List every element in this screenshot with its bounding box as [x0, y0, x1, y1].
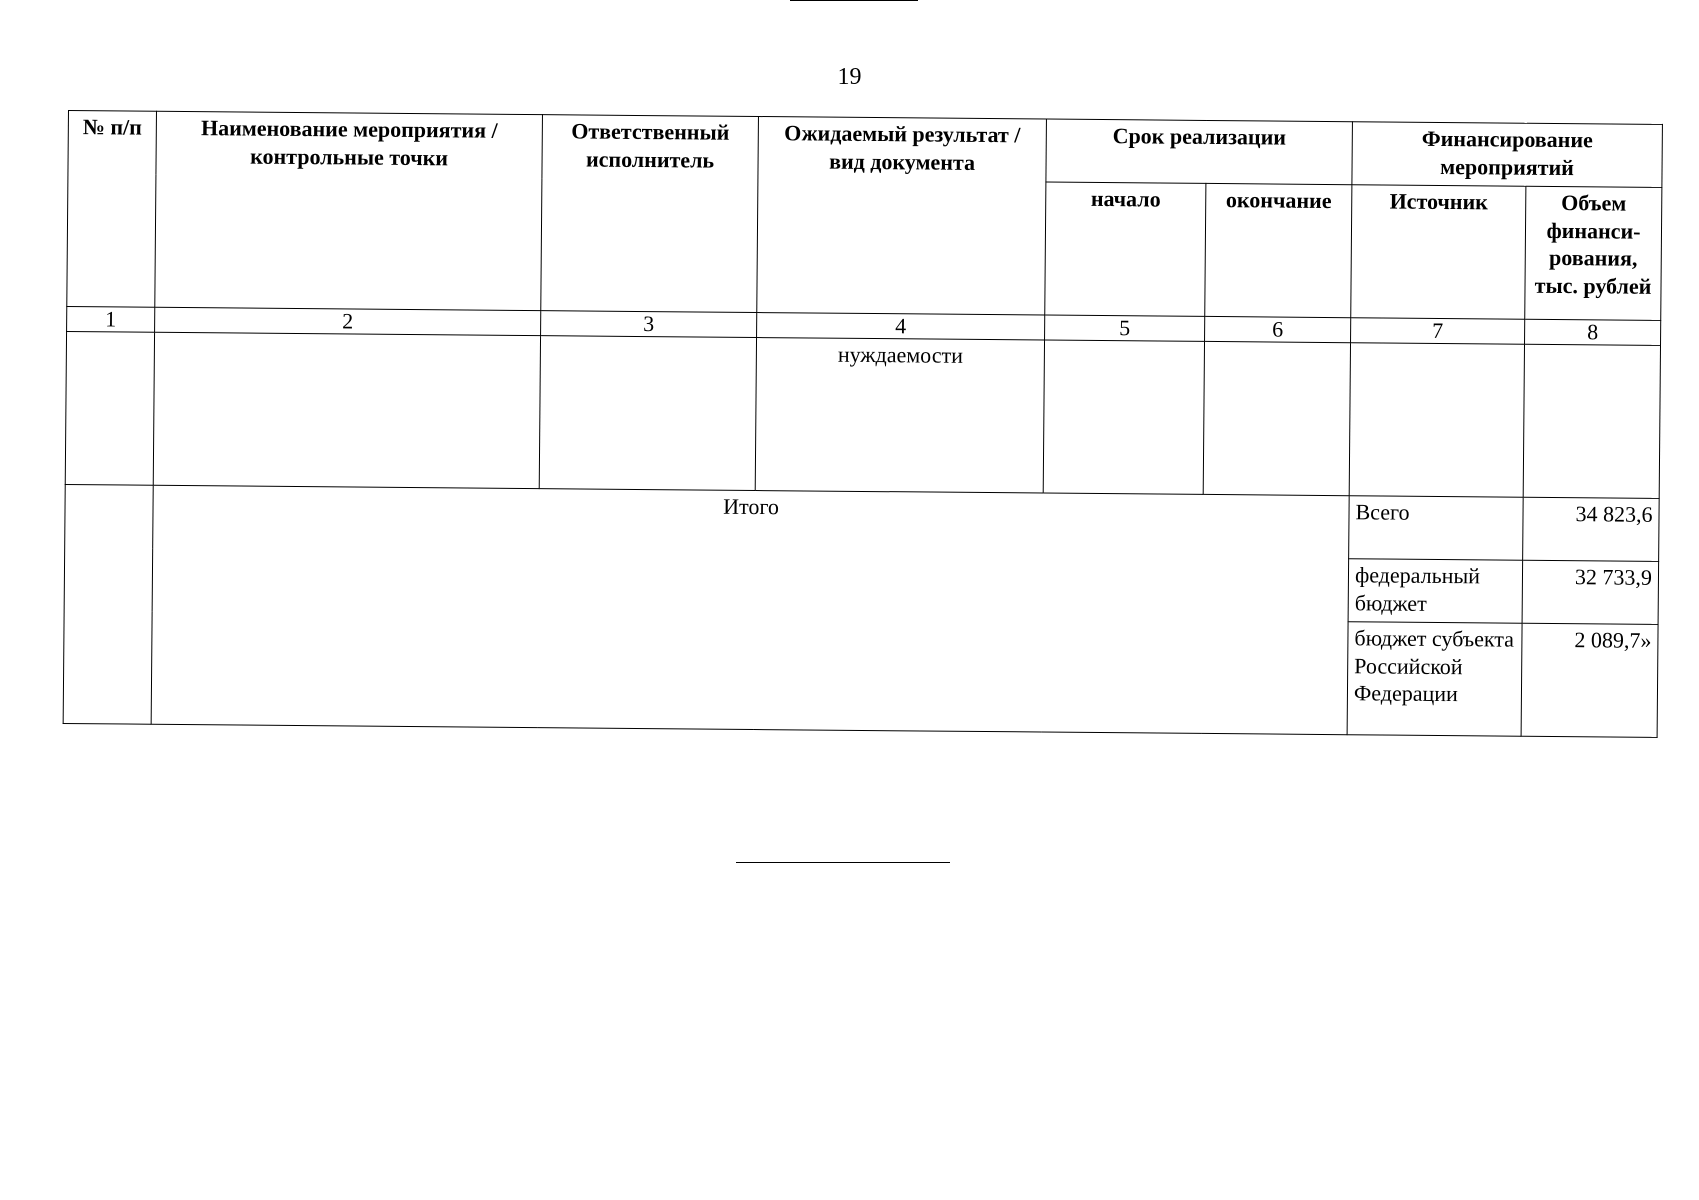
financing-amount: 34 823,6	[1523, 497, 1660, 561]
continuation-text: нуждаемости	[755, 338, 1044, 494]
column-number: 2	[155, 307, 541, 335]
cell-empty	[1523, 344, 1660, 498]
top-rule	[790, 0, 918, 1]
financing-amount: 32 733,9	[1522, 560, 1659, 624]
header-period-start: начало	[1045, 182, 1206, 316]
total-label: Итого	[151, 485, 1349, 734]
header-result: Ожидаемый результат / вид документа	[757, 117, 1047, 316]
column-number: 4	[757, 313, 1045, 341]
cell-empty	[1203, 341, 1350, 495]
financing-source: федеральный бюджет	[1348, 559, 1523, 624]
header-name: Наименование мероприятия / контрольные точки	[155, 111, 543, 310]
cell-empty	[65, 331, 154, 485]
column-number: 1	[67, 306, 155, 332]
header-funding-volume: Объем финанси-рования, тыс. рублей	[1525, 186, 1662, 320]
header-funding: Финансирование мероприятий	[1352, 122, 1663, 188]
financing-source: Всего	[1349, 496, 1524, 561]
header-funding-source: Источник	[1351, 185, 1526, 320]
header-responsible: Ответственный исполнитель	[541, 115, 759, 313]
column-number: 7	[1351, 318, 1525, 345]
plan-table	[63, 110, 1663, 738]
cell-empty	[539, 336, 756, 491]
financing-source: бюджет субъекта Российской Федерации	[1347, 622, 1522, 737]
financing-amount: 2 089,7»	[1521, 623, 1658, 737]
column-number: 6	[1205, 316, 1351, 342]
header-num: № п/п	[67, 111, 157, 308]
column-number: 5	[1045, 315, 1205, 341]
cell-empty	[63, 484, 153, 724]
cell-empty	[1043, 340, 1204, 494]
header-period-end: окончание	[1205, 183, 1352, 317]
footer-rule	[736, 862, 950, 863]
column-number: 3	[541, 311, 757, 338]
page-number: 19	[837, 64, 862, 90]
total-row	[65, 484, 1660, 561]
header-period: Срок реализации	[1046, 119, 1353, 185]
cell-empty	[1349, 343, 1524, 498]
plan-table-container	[63, 110, 1662, 738]
cell-empty	[153, 332, 540, 488]
header-row-top	[68, 111, 1663, 188]
continuation-row	[65, 331, 1660, 498]
column-number: 8	[1525, 319, 1661, 345]
